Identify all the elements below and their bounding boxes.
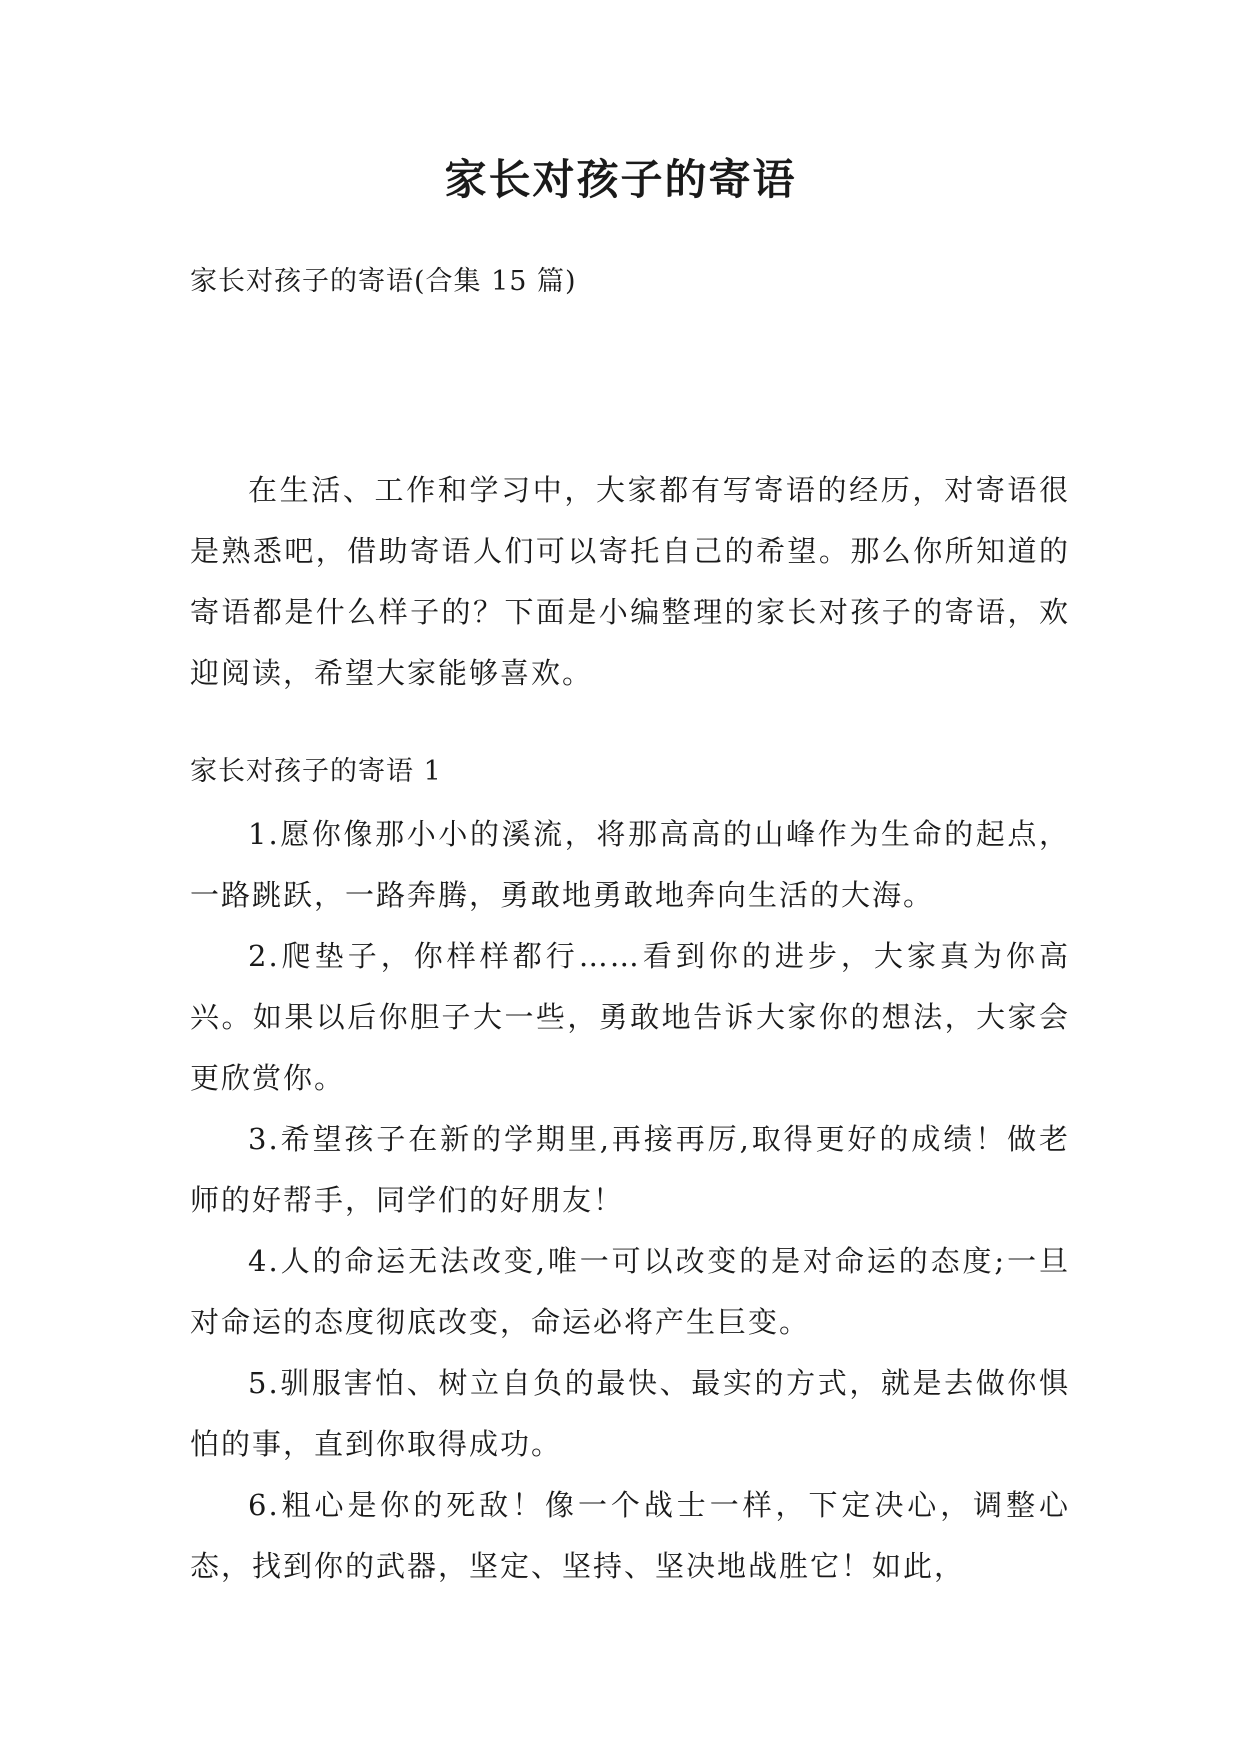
list-item: 5.驯服害怕、树立自负的最快、最实的方式，就是去做你惧怕的事，直到你取得成功。 [190, 1366, 1070, 1461]
list-item: 3.希望孩子在新的学期里,再接再厉,取得更好的成绩！做老师的好帮手，同学们的好朋友！ [190, 1122, 1070, 1217]
item-list [190, 804, 1070, 1597]
intro-block [190, 460, 1070, 704]
list-item: 4.人的命运无法改变,唯一可以改变的是对命运的态度;一旦对命运的态度彻底改变，命运必将产生巨变。 [190, 1244, 1070, 1339]
document-subtitle: 家长对孩子的寄语(合集 15 篇) [190, 266, 577, 297]
list-item: 2.爬垫子，你样样都行……看到你的进步，大家真为你高兴。如果以后你胆子大一些，勇敢地告诉大家你的想法，大家会更欣赏你。 [190, 939, 1070, 1095]
section-heading: 家长对孩子的寄语 1 [190, 756, 442, 787]
list-item: 1.愿你像那小小的溪流，将那高高的山峰作为生命的起点，一路跳跃，一路奔腾，勇敢地勇敢地奔向生活的大海。 [190, 817, 1070, 912]
document-title: 家长对孩子的寄语 [444, 155, 797, 204]
list-item: 6.粗心是你的死敌！像一个战士一样，下定决心，调整心态，找到你的武器，坚定、坚持、坚决地战胜它！如此， [190, 1488, 1070, 1583]
intro-paragraph: 在生活、工作和学习中，大家都有写寄语的经历，对寄语很是熟悉吧，借助寄语人们可以寄托自己的希望。那么你所知道的寄语都是什么样子的？下面是小编整理的家长对孩子的寄语，欢迎阅读，希望大家能够喜欢。 [190, 473, 1070, 690]
